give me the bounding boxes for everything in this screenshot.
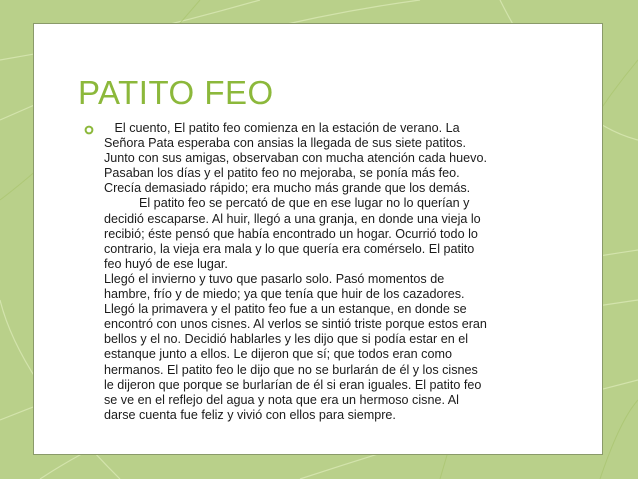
story-line: Llegó la primavera y el patito feo fue a un estanque, en donde se: [104, 302, 467, 317]
story-body-text: [104, 121, 554, 423]
story-line: El patito feo se percató de que en ese lugar no lo querían y: [104, 196, 470, 211]
story-line: Crecía demasiado rápido; era mucho más grande que los demás.: [104, 181, 471, 196]
story-line: Pasaban los días y el patito feo no mejoraba, se ponía más feo.: [104, 166, 460, 181]
story-line: darse cuenta fue feliz y vivió con ellos para siempre.: [104, 407, 396, 422]
story-line: hermanos. El patito feo le dijo que no se burlarán de él y los cisnes: [104, 362, 478, 377]
story-line: bellos y el no. Decidió hablarles y les dijo que si podía estar en el: [104, 332, 469, 347]
story-line: se ve en el reflejo del agua y nota que era un hermoso cisne. Al: [104, 392, 459, 407]
story-line: decidió escaparse. Al huir, llegó a una granja, en donde una vieja lo: [104, 211, 481, 226]
story-line: Llegó el invierno y tuvo que pasarlo solo. Pasó momentos de: [104, 271, 445, 286]
story-line: feo huyó de ese lugar.: [104, 256, 228, 271]
story-line: le dijeron que porque se burlarían de él si eran iguales. El patito feo: [104, 377, 482, 392]
story-line: contrario, la vieja era mala y lo que quería era comérselo. El patito: [104, 241, 475, 256]
story-line: estanque junto a ellos. Le dijeron que sí; que todos eran como: [104, 347, 452, 362]
story-line: hambre, frío y de miedo; ya que tenía que huir de los cazadores.: [104, 287, 465, 302]
ring-bullet-icon: [84, 125, 94, 135]
story-line: Junto con sus amigas, observaban con mucha atención cada huevo.: [104, 151, 487, 166]
story-line: Señora Pata esperaba con ansias la llegada de sus siete patitos.: [104, 136, 466, 151]
story-line: El cuento, El patito feo comienza en la estación de verano. La: [104, 121, 460, 135]
story-line: recibió; éste pensó que había encontrado un hogar. Ocurrió todo lo: [104, 226, 478, 241]
story-line: encontró con unos cisnes. Al verlos se sintió triste porque estos eran: [104, 317, 487, 332]
slide-title: PATITO FEO: [78, 74, 274, 111]
